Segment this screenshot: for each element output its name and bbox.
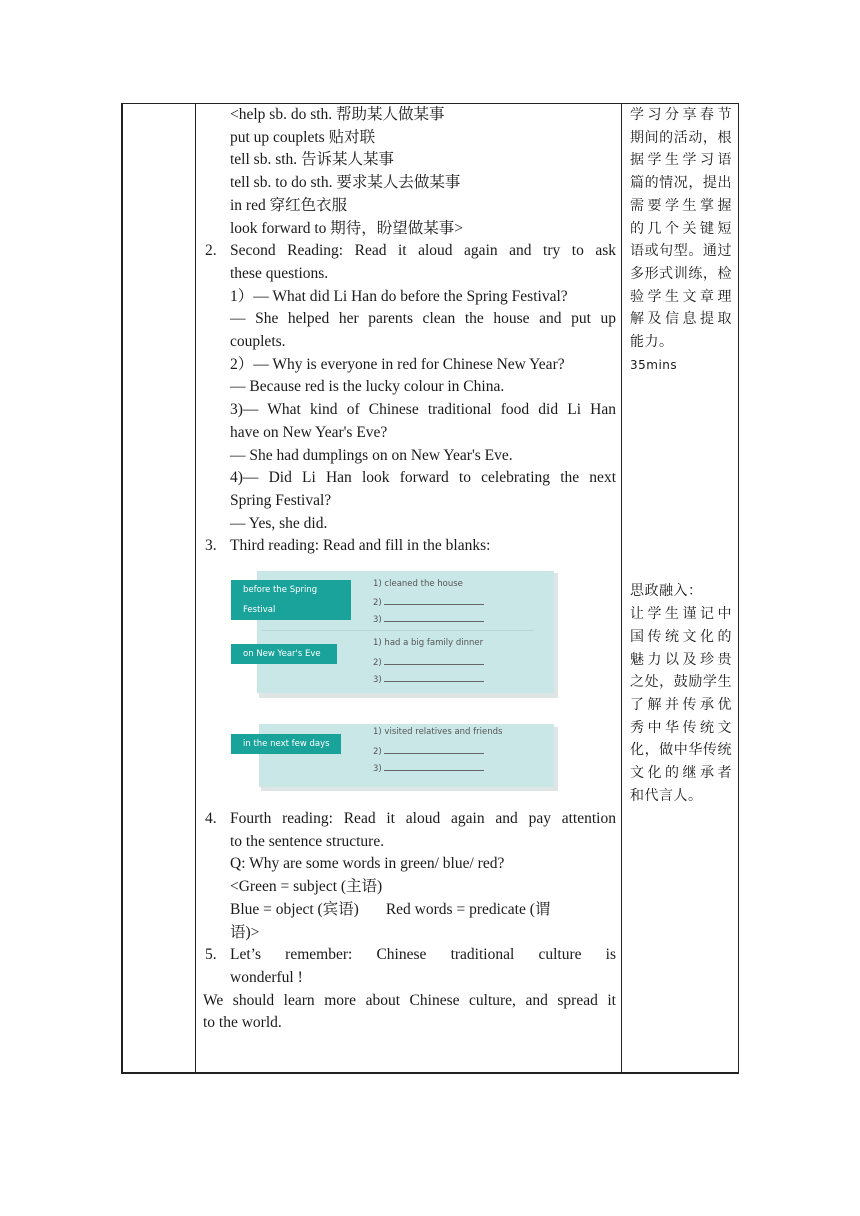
answer-4: — Yes, she did. [230,514,328,532]
g1-item1: 1) cleaned the house [373,579,463,589]
step-5 [203,944,616,989]
closing-line1: We should learn more about Chinese culture, and spread it [203,991,616,1009]
step-4-blue: Blue = object (宾语) [230,900,359,918]
lesson-table [121,103,739,1074]
tag-new-years-eve: on New Year's Eve [231,644,337,664]
question-1: 1）— What did Li Han do before the Spring Festival? [230,287,568,305]
side-p2-line7: 化，做中华传统 [630,742,732,759]
side-p1-line7: 语或句型。通过 [630,243,732,260]
phrase-3: tell sb. sth. 告诉某人某事 [230,151,395,169]
step-4-number: 4. [205,810,217,828]
step-5-number: 5. [205,946,217,964]
tag-before-festival: before the Spring Festival [231,580,351,620]
side-p2-line2: 国传统文化的 [630,628,732,645]
side-p2-title: 思政融入： [630,583,703,600]
step-4-blue-red [230,899,616,922]
side-p1-line2: 期间的活动，根 [630,129,732,146]
side-p1-line9: 验学生文章理 [630,288,732,305]
side-p1-line5: 需要学生掌握 [630,197,732,214]
phrase-2: put up couplets 贴对联 [230,128,376,146]
g1-item3: 3) [373,613,484,625]
answer-2: — Because red is the lucky colour in China. [230,378,505,396]
g1-item2: 2) [373,596,484,608]
g2-item1: 1) had a big family dinner [373,638,484,648]
g3-item2: 2) [373,745,484,757]
side-p2-line9: 和代言人。 [630,787,703,804]
side-p2-line1: 让学生谨记中 [630,606,732,623]
side-p1-line1: 学习分享春节 [630,107,732,123]
fill-blanks-figure [227,569,560,795]
g3-item1: 1) visited relatives and friends [373,727,503,737]
g3-item3: 3) [373,762,484,774]
side-p2-line8: 文化的继承者 [630,765,732,782]
phrase-5: in red 穿红色衣服 [230,196,348,214]
step-3-number: 3. [205,537,217,555]
step-2-line2: these questions. [230,264,329,282]
side-p2-line5: 了解并传承优 [630,696,732,713]
side-p2-line3: 魅力以及珍贵 [630,651,732,668]
question-2: 2）— Why is everyone in red for Chinese New Year? [230,355,565,373]
column-divider-1 [195,104,196,1072]
side-p1-line4: 篇的情况，提出 [630,175,732,192]
time-label: 35mins [630,357,678,372]
step-3-text: Third reading: Read and fill in the blanks: [230,537,491,555]
g2-item2: 2) [373,656,484,668]
question-4: 4)— Did Li Han look forward to celebrating the next [230,469,616,487]
question-3: 3)— What kind of Chinese traditional food did Li Han [230,401,616,419]
step-4-green: <Green = subject (主语) [230,878,383,896]
side-p1-line10: 解及信息提取 [630,311,732,328]
tag-next-few-days: in the next few days [231,734,341,754]
question-4-cont: Spring Festival? [230,491,332,509]
side-p1-line8: 多形式训练，检 [630,265,732,282]
phrase-6: look forward to 期待，盼望做某事> [230,219,464,237]
phrase-list [230,104,616,240]
closing-line2: to the world. [203,1014,282,1032]
step-2-line1: Second Reading: Read it aloud again and try to ask [230,242,616,260]
step-4 [203,808,616,944]
side-p2-line4: 之处，鼓励学生 [630,674,732,691]
side-p1-line6: 的几个关键短 [630,220,732,237]
step-5-line2: wonderful ! [230,968,303,986]
step-4-question: Q: Why are some words in green/ blue/ red? [230,855,505,873]
step-4-line1: Fourth reading: Read it aloud again and pay attention [230,810,616,828]
side-p2-line6: 秀中华传统文 [630,719,732,736]
side-p1-line3: 据学生学习语 [630,152,732,169]
answer-1-cont: couplets. [230,333,286,351]
side-p1-line11: 能力。 [630,334,674,351]
question-3-cont: have on New Year's Eve? [230,423,388,441]
design-intent-cell [630,104,732,807]
column-divider-2 [621,104,622,1072]
step-2-number: 2. [205,242,217,260]
phrase-1: <help sb. do sth. 帮助某人做某事 [230,106,445,123]
answer-1: — She helped her parents clean the house and put up [230,310,616,328]
g2-item3: 3) [373,673,484,685]
step-4-end: 语)> [230,923,260,941]
phrase-4: tell sb. to do sth. 要求某人去做某事 [230,174,461,192]
answer-3: — She had dumplings on on New Year's Eve. [230,446,513,464]
step-3 [203,535,616,558]
step-4-line2: to the sentence structure. [230,832,385,850]
step-4-red: Red words = predicate (谓 [385,900,551,918]
step-5-line1: Let’s remember: Chinese traditional culture is [230,946,616,964]
step-2 [203,240,616,535]
